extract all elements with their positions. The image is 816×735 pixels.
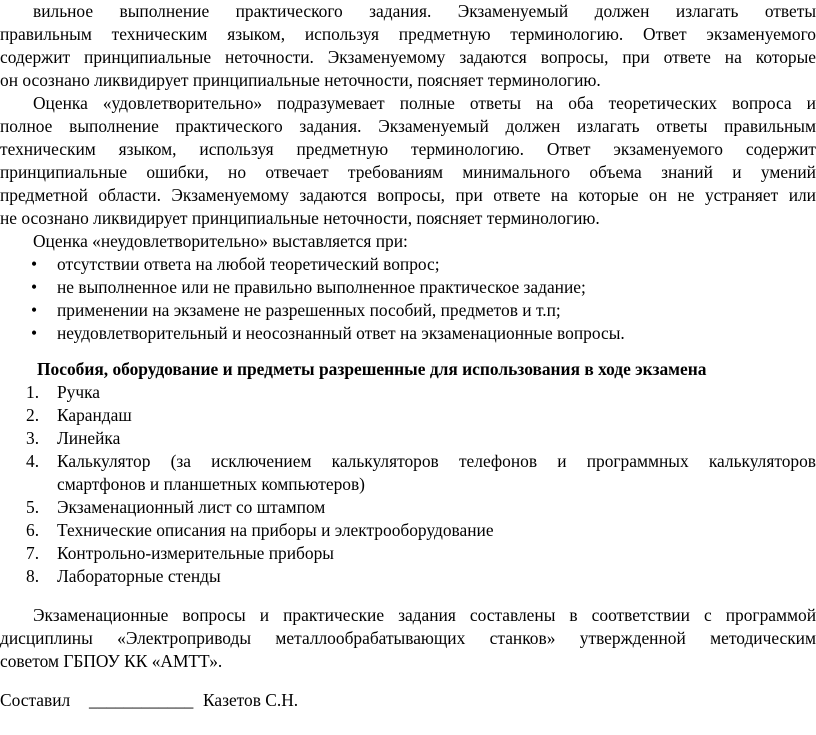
list-item-continuation <box>0 473 816 496</box>
signature-blank: ____________ <box>89 690 194 710</box>
list-text: Карандаш <box>57 405 132 425</box>
paragraph-1-line-3: содержит принципиальные неточности. Экзаменуемому задаются вопросы, при ответе на которые <box>0 47 816 67</box>
bullet-item <box>0 253 816 276</box>
bullet-text: неудовлетворительный и неосознанный ответ на экзаменационные вопросы. <box>57 323 625 343</box>
paragraph-2-line-4: принципиальные ошибки, но отвечает требованиям минимального объема знаний и умений <box>0 162 816 182</box>
bullet-icon: • <box>31 300 38 320</box>
list-number: 6. <box>26 520 40 540</box>
list-number: 1. <box>26 382 40 402</box>
section-heading: Пособия, оборудование и предметы разрешенные для использования в ходе экзамена <box>37 359 707 379</box>
list-text: Линейка <box>57 428 121 448</box>
bullet-icon: • <box>31 277 38 297</box>
list-number: 4. <box>26 451 40 471</box>
list-text: Экзаменационный лист со штампом <box>57 497 326 517</box>
list-item <box>0 427 816 450</box>
paragraph-2-line-5: предметной области. Экзаменуемому задаются вопросы, при ответе на которые он не устраняет или <box>0 185 816 205</box>
list-number: 2. <box>26 405 40 425</box>
signature-name: Казетов С.Н. <box>203 690 299 710</box>
paragraph-2-line-3: техническим языком, используя предметную терминологию. Ответ экзаменуемого содержит <box>0 139 816 159</box>
closing-line-3: советом ГБПОУ КК «АМТТ». <box>0 651 223 671</box>
bullet-text: отсутствии ответа на любой теоретический вопрос; <box>57 254 440 274</box>
bullet-icon: • <box>31 254 38 274</box>
bullet-text: не выполненное или не правильно выполненное практическое задание; <box>57 277 586 297</box>
list-item <box>0 404 816 427</box>
bullet-item <box>0 299 816 322</box>
list-item <box>0 542 816 565</box>
paragraph-1-line-2: правильным техническим языком, используя предметную терминологию. Ответ экзаменуемого <box>0 24 816 44</box>
list-text: Контрольно-измерительные приборы <box>57 543 334 563</box>
closing-line-2: дисциплины «Электроприводы металлообрабатывающих станков» утвержденной методическим <box>0 628 816 648</box>
bullet-item <box>0 276 816 299</box>
list-text: Калькулятор (за исключением калькуляторов телефонов и программных калькуляторов <box>57 451 816 471</box>
list-number: 5. <box>26 497 40 517</box>
list-text: смартфонов и планшетных компьютеров) <box>57 474 365 494</box>
paragraph-2-line-1: Оценка «удовлетворительно» подразумевает полные ответы на оба теоретических вопроса и <box>33 93 816 113</box>
list-number: 3. <box>26 428 40 448</box>
list-item <box>0 381 816 404</box>
closing-line-1: Экзаменационные вопросы и практические задания составлены в соответствии с программой <box>33 605 816 625</box>
bullet-item <box>0 322 816 345</box>
list-item <box>0 519 816 542</box>
paragraph-2-line-2: полное выполнение практического задания. Экзаменуемый должен излагать ответы правильным <box>0 116 816 136</box>
bullet-icon: • <box>31 323 38 343</box>
signature-line <box>0 689 816 712</box>
list-item <box>0 496 816 519</box>
list-text: Ручка <box>57 382 101 402</box>
list-number: 7. <box>26 543 40 563</box>
paragraph-1-line-4: он осознано ликвидирует принципиальные неточности, поясняет терминологию. <box>0 70 601 90</box>
paragraph-3-intro: Оценка «неудовлетворительно» выставляется при: <box>33 231 408 251</box>
list-item <box>0 450 816 473</box>
list-number: 8. <box>26 566 40 586</box>
list-text: Технические описания на приборы и электрооборудование <box>57 520 494 540</box>
list-item <box>0 565 816 588</box>
list-text: Лабораторные стенды <box>57 566 221 586</box>
signature-label: Составил <box>0 690 71 710</box>
paragraph-2-line-6: не осознано ликвидирует принципиальные неточности, поясняет терминологию. <box>0 208 600 228</box>
paragraph-1-line-1: вильное выполнение практического задания. Экзаменуемый должен излагать ответы <box>33 1 816 21</box>
bullet-text: применении на экзамене не разрешенных пособий, предметов и т.п; <box>57 300 561 320</box>
